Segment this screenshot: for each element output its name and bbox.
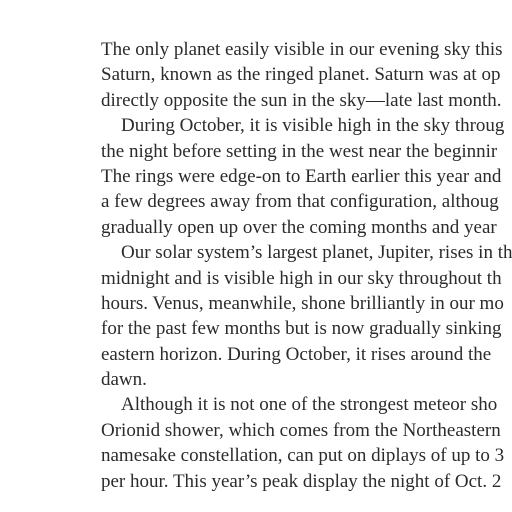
article-line: the night before setting in the west near the beginnir <box>101 140 498 162</box>
article-line: Saturn, known as the ringed planet. Saturn was at op <box>101 64 501 86</box>
article-line: Orionid shower, which comes from the Northeastern <box>101 419 501 441</box>
article-line: gradually open up over the coming months and year <box>101 216 497 238</box>
article-line: for the past few months but is now gradually sinking <box>101 318 502 340</box>
article-line: During October, it is visible high in the sky throug <box>121 115 505 137</box>
article-line: per hour. This year’s peak display the night of Oct. 2 <box>101 470 502 492</box>
article-body <box>101 37 512 494</box>
article-line: a few degrees away from that configuration, althoug <box>101 191 499 213</box>
article-line: midnight and is visible high in our sky throughout th <box>101 267 502 289</box>
article-line: directly opposite the sun in the sky—late last month. <box>101 89 502 111</box>
article-line: Our solar system’s largest planet, Jupiter, rises in th <box>121 242 512 264</box>
article-line: dawn. <box>101 369 147 391</box>
article-line: eastern horizon. During October, it rises around the <box>101 343 492 365</box>
article-line: Although it is not one of the strongest meteor sho <box>121 394 498 416</box>
article-line: namesake constellation, can put on diplays of up to 3 <box>101 445 505 467</box>
article-line: hours. Venus, meanwhile, shone brilliantly in our mo <box>101 292 504 314</box>
article-line: The rings were edge-on to Earth earlier this year and <box>101 165 502 187</box>
article-line: The only planet easily visible in our evening sky this <box>101 39 503 60</box>
